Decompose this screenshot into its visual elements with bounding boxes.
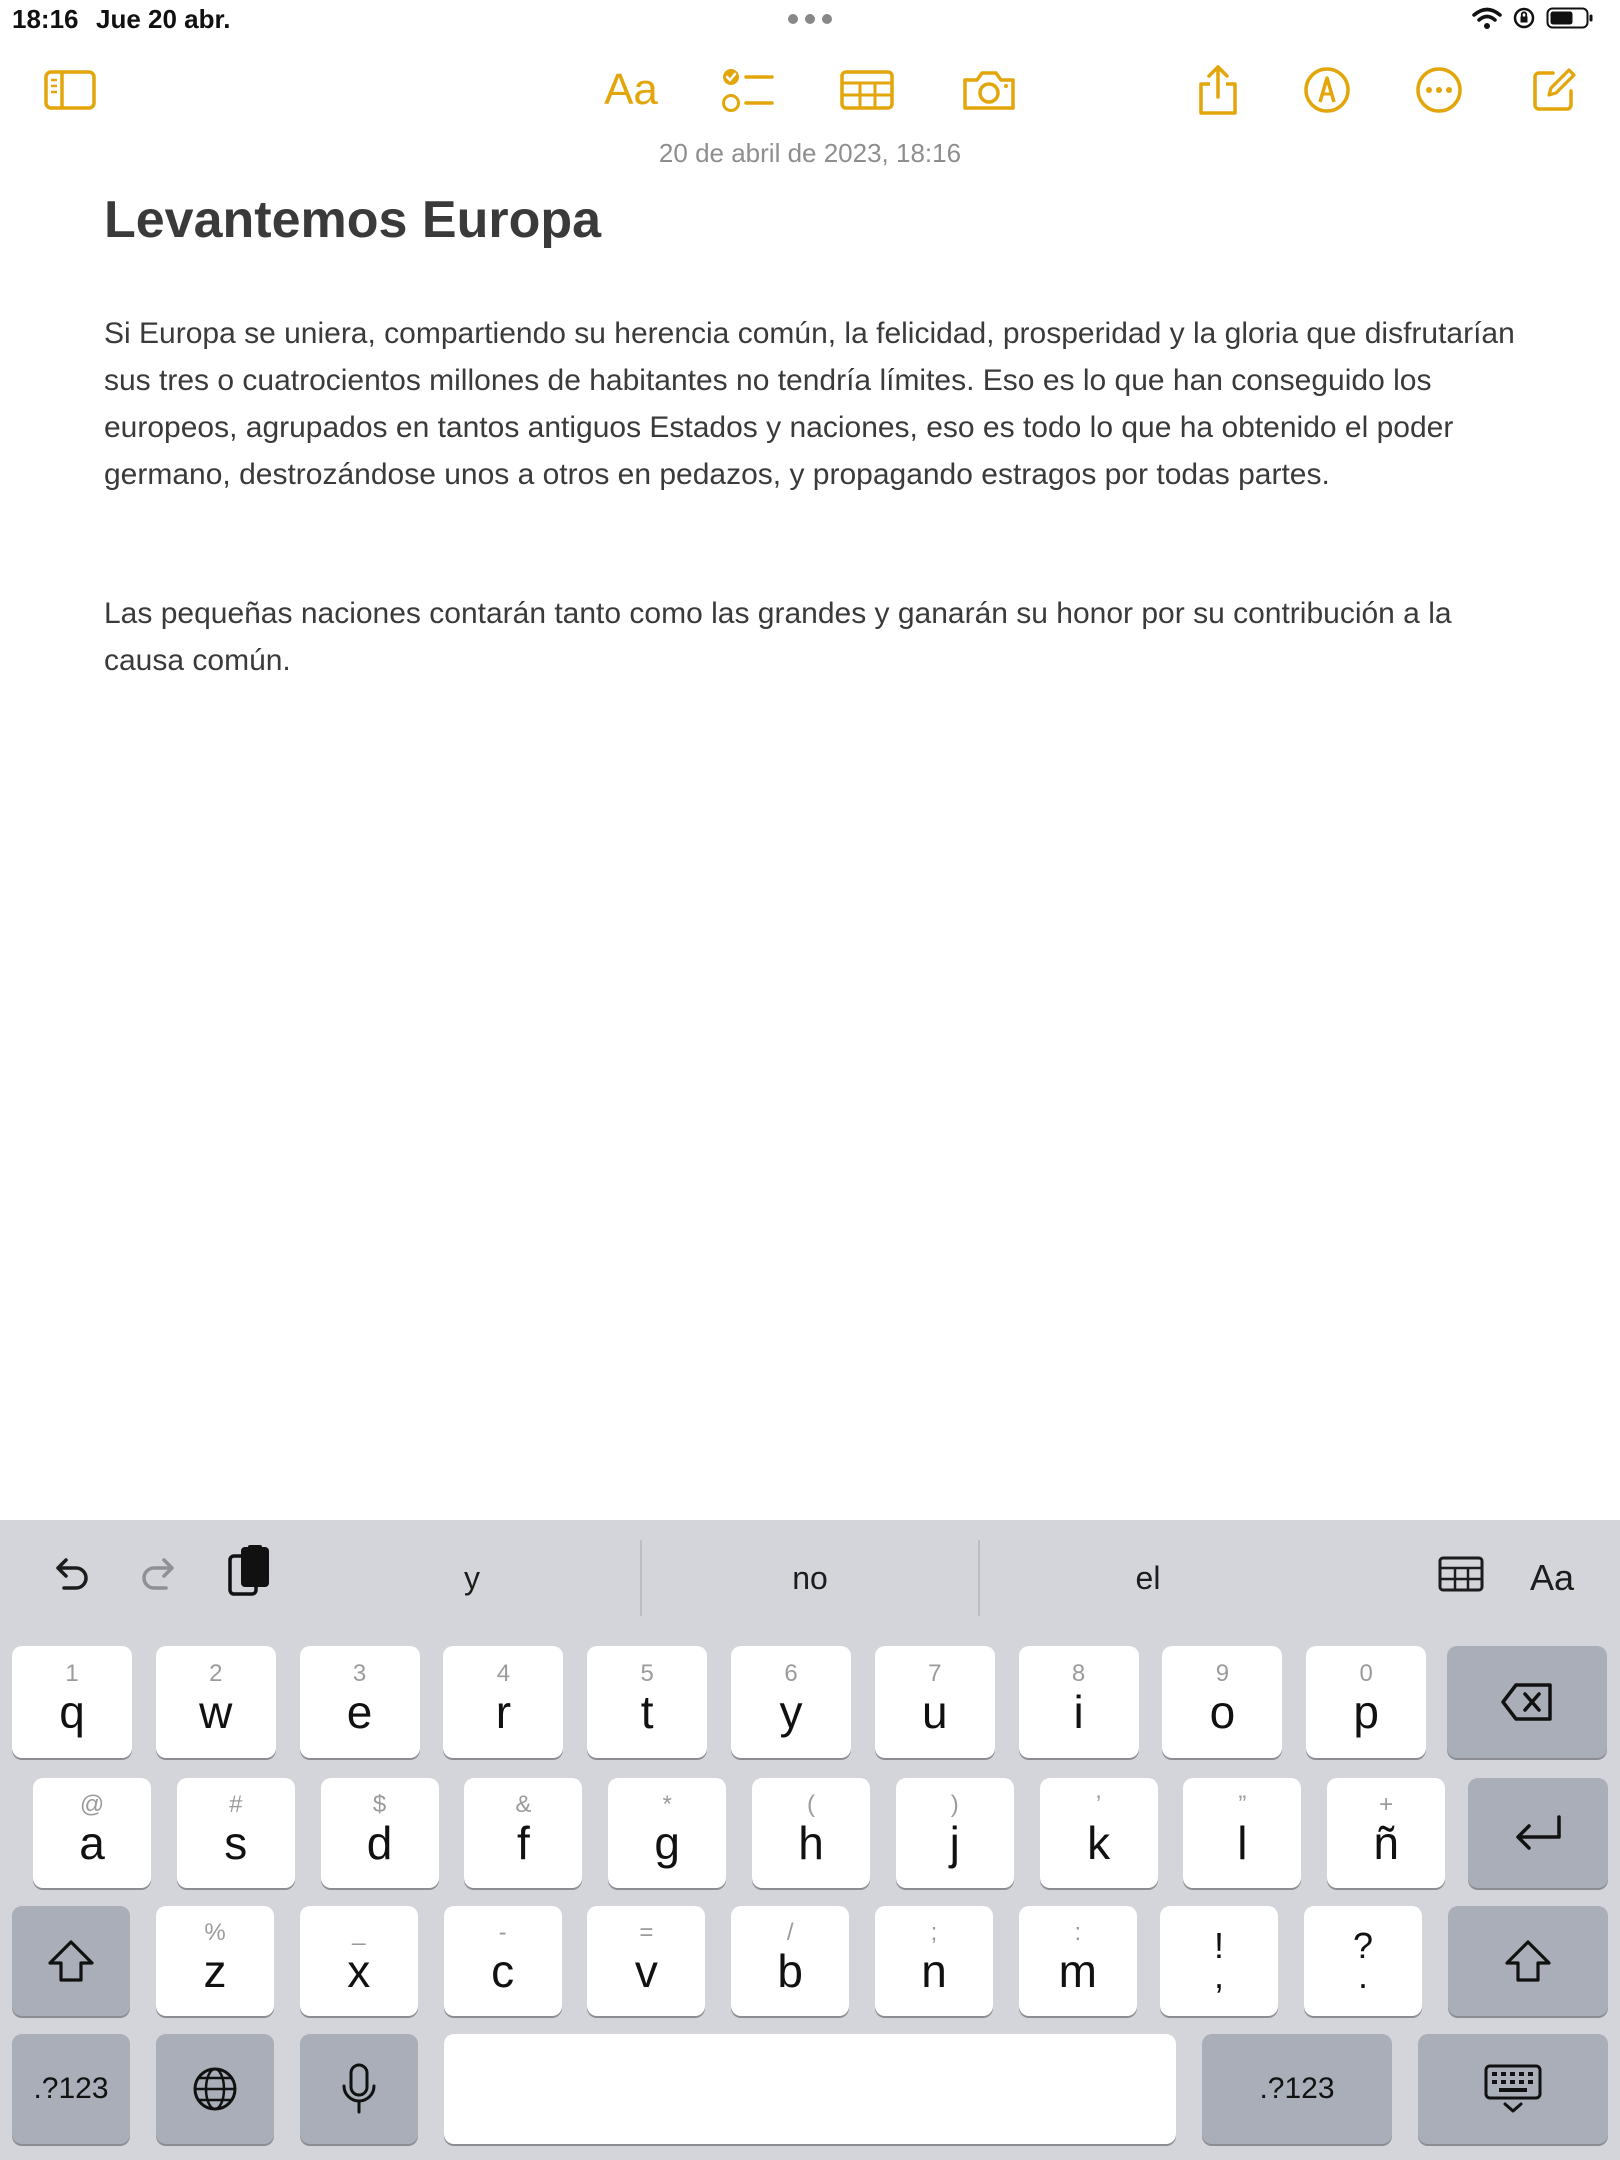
shift-icon: [1503, 1938, 1553, 1984]
key-alt-label: +: [1379, 1791, 1394, 1818]
key-label: o: [1209, 1686, 1236, 1738]
key-alt-label: $: [372, 1791, 387, 1818]
key-alt-label: ): [950, 1791, 959, 1818]
key-u[interactable]: [875, 1646, 995, 1758]
key-w[interactable]: [156, 1646, 276, 1758]
key-p[interactable]: [1306, 1646, 1426, 1758]
key-alt-label: 0: [1359, 1660, 1373, 1687]
key-alt-label: ”: [1238, 1791, 1247, 1818]
compose-button[interactable]: [1530, 62, 1578, 118]
format-icon: Aa: [604, 65, 658, 114]
key-label: v: [634, 1945, 658, 1997]
key-label: m: [1058, 1945, 1097, 1997]
key-label: s: [224, 1817, 248, 1869]
key-r[interactable]: [443, 1646, 563, 1758]
shift-icon: [46, 1938, 96, 1984]
status-bar: [0, 0, 1620, 40]
key-alt-label: %: [204, 1919, 226, 1946]
note-paragraph-2[interactable]: Las pequeñas naciones contarán tanto como las grandes y ganarán su honor por su contribución a la causa común.: [104, 597, 1452, 677]
numbers-key-label: .?123: [1259, 2072, 1335, 2105]
key-alt-label: *: [662, 1791, 672, 1818]
share-icon: [1197, 64, 1239, 116]
suggestion-3[interactable]: el: [1135, 1560, 1161, 1596]
key-n[interactable]: [875, 1906, 993, 2016]
key-label: x: [347, 1945, 371, 1997]
key-z[interactable]: [156, 1906, 274, 2016]
suggestion-divider: [640, 1540, 642, 1616]
key-label: e: [346, 1686, 373, 1738]
key-label: h: [798, 1817, 824, 1869]
delete-key[interactable]: [1447, 1646, 1607, 1758]
key-f[interactable]: [464, 1778, 582, 1888]
key-label: a: [79, 1817, 105, 1869]
key-alt-label: 1: [65, 1660, 79, 1687]
key-alt-label: 5: [640, 1660, 654, 1687]
key-alt-label: 7: [928, 1660, 942, 1687]
key-v[interactable]: [587, 1906, 705, 2016]
key-b[interactable]: [731, 1906, 849, 2016]
sidebar-button[interactable]: [40, 62, 100, 118]
globe-icon: [191, 2065, 239, 2113]
checklist-button[interactable]: [718, 62, 780, 118]
paste-icon[interactable]: [226, 1544, 274, 1598]
note-paragraph-1[interactable]: Si Europa se uniera, compartiendo su herencia común, la felicidad, prosperidad y la gloria que disfrutarían sus tres o cuatrocientos millones de habitantes no tendría límites. Eso es lo que han conseguido los europeos, agrupados en tantos antiguos Estados y naciones, eso es todo lo que ha obtenido el poder germano, destrozándose unos a otros en pedazos, y propagando estragos por todas partes.: [104, 317, 1515, 491]
redo-icon[interactable]: [138, 1550, 182, 1594]
key-h[interactable]: [752, 1778, 870, 1888]
key-exclamation-comma[interactable]: [1160, 1906, 1278, 2016]
compose-icon: [1531, 67, 1577, 113]
key-alt-label: /: [786, 1919, 794, 1946]
multitasking-dots-icon[interactable]: [788, 14, 832, 24]
more-button[interactable]: [1414, 62, 1464, 118]
key-alt-label: 4: [496, 1660, 511, 1687]
key-j[interactable]: [896, 1778, 1014, 1888]
key-label: c: [491, 1945, 515, 1997]
key-punct-bottom: ,: [1213, 1955, 1224, 1996]
globe-key[interactable]: [156, 2034, 274, 2144]
keyboard-format-button[interactable]: Aa: [1529, 1557, 1575, 1598]
key-label: j: [949, 1817, 960, 1869]
key-i[interactable]: [1019, 1646, 1139, 1758]
return-key[interactable]: [1468, 1778, 1608, 1888]
key-label: i: [1073, 1686, 1084, 1738]
numbers-key-label: .?123: [33, 2072, 109, 2105]
key-m[interactable]: [1019, 1906, 1137, 2016]
shift-key-left[interactable]: [12, 1906, 130, 2016]
key-question-period[interactable]: [1304, 1906, 1422, 2016]
key-alt-label: :: [1074, 1919, 1082, 1946]
key-alt-label: ;: [930, 1919, 938, 1946]
keyboard-dismiss-icon: [1483, 2063, 1543, 2115]
key-punct-top: !: [1213, 1925, 1224, 1966]
key-alt-label: #: [229, 1791, 243, 1818]
delete-icon: [1500, 1682, 1554, 1722]
key-label: g: [654, 1817, 680, 1869]
table-button[interactable]: [838, 62, 896, 118]
key-l[interactable]: [1183, 1778, 1301, 1888]
key-label: n: [921, 1945, 947, 1997]
note-title[interactable]: Levantemos Europa: [104, 191, 602, 249]
key-alt-label: 3: [352, 1660, 367, 1687]
markup-button[interactable]: [1302, 62, 1352, 118]
key-s[interactable]: [177, 1778, 295, 1888]
suggestion-divider: [978, 1540, 980, 1616]
status-date: Jue 20 abr.: [96, 4, 231, 34]
more-icon: [1415, 66, 1463, 114]
dictation-key[interactable]: [300, 2034, 418, 2144]
camera-button[interactable]: [958, 62, 1020, 118]
key-e[interactable]: [300, 1646, 420, 1758]
key-label: t: [640, 1686, 654, 1738]
key-t[interactable]: [587, 1646, 707, 1758]
key-label: l: [1237, 1817, 1248, 1869]
key-y[interactable]: [731, 1646, 851, 1758]
return-icon: [1511, 1813, 1565, 1853]
checklist-icon: [722, 67, 776, 113]
key-alt-label: 9: [1215, 1660, 1230, 1687]
space-key[interactable]: [444, 2034, 1176, 2144]
undo-icon[interactable]: [48, 1550, 92, 1594]
key-label: f: [517, 1817, 530, 1869]
keyboard: [0, 1520, 1620, 2160]
key-label: p: [1353, 1686, 1379, 1738]
key-punct-bottom: .: [1357, 1955, 1368, 1996]
numbers-key-right[interactable]: [1202, 2034, 1392, 2144]
keyboard-table-icon[interactable]: [1438, 1556, 1484, 1592]
key-alt-label: =: [639, 1919, 654, 1946]
suggestion-1[interactable]: y: [464, 1560, 480, 1596]
key-a[interactable]: [33, 1778, 151, 1888]
battery-icon: [1546, 6, 1594, 30]
key-g[interactable]: [608, 1778, 726, 1888]
key-q[interactable]: [12, 1646, 132, 1758]
key-alt-label: -: [498, 1919, 507, 1946]
markup-icon: [1303, 66, 1351, 114]
wifi-icon: [1472, 6, 1502, 30]
key-k[interactable]: [1040, 1778, 1158, 1888]
key-label: w: [199, 1686, 233, 1738]
shift-key-right[interactable]: [1448, 1906, 1608, 2016]
share-button[interactable]: [1196, 62, 1240, 118]
key-label: k: [1087, 1817, 1111, 1869]
suggestion-2[interactable]: no: [792, 1560, 828, 1596]
key-alt-label: 2: [209, 1660, 223, 1687]
key-label: r: [495, 1686, 512, 1738]
numbers-key-left[interactable]: [12, 2034, 130, 2144]
key-alt-label: 8: [1071, 1660, 1086, 1687]
key-punct-top: ?: [1352, 1925, 1374, 1966]
key-c[interactable]: [444, 1906, 562, 2016]
key-alt-label: &: [515, 1791, 532, 1818]
table-icon: [840, 70, 894, 110]
microphone-icon: [339, 2062, 379, 2116]
key-label: b: [777, 1945, 803, 1997]
dismiss-keyboard-key[interactable]: [1418, 2034, 1608, 2144]
key-x[interactable]: [300, 1906, 418, 2016]
key-d[interactable]: [321, 1778, 439, 1888]
status-time: 18:16: [12, 4, 79, 34]
key-alt-label: ’: [1095, 1791, 1102, 1818]
keyboard-shortcut-bar: [0, 1520, 1620, 1636]
key-label: z: [203, 1945, 227, 1997]
note-date: 20 de abril de 2023, 18:16: [658, 138, 962, 168]
key-label: u: [922, 1686, 948, 1738]
key-label: ñ: [1373, 1817, 1399, 1869]
key-alt-label: 6: [784, 1660, 798, 1687]
key-alt-label: @: [79, 1791, 105, 1818]
key-ñ[interactable]: [1327, 1778, 1445, 1888]
key-alt-label: (: [807, 1791, 815, 1818]
key-o[interactable]: [1162, 1646, 1282, 1758]
key-label: d: [366, 1817, 393, 1869]
camera-icon: [961, 68, 1017, 112]
format-button[interactable]: [596, 62, 666, 118]
sidebar-icon: [43, 69, 97, 111]
key-alt-label: _: [352, 1919, 366, 1946]
key-label: y: [779, 1686, 803, 1738]
key-label: q: [59, 1686, 85, 1738]
orientation-lock-icon: [1512, 6, 1536, 30]
